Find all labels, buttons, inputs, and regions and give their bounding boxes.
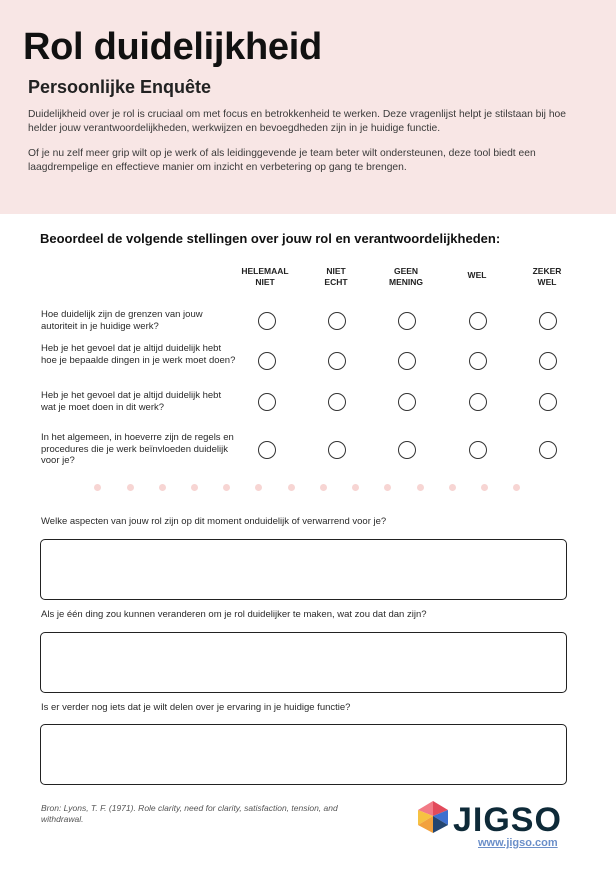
q2-option-geen-mening[interactable] [398,352,416,370]
q4-option-wel[interactable] [469,441,487,459]
intro-paragraph-1: Duidelijkheid over je rol is cruciaal om met focus en betrokkenheid te werken. Deze vragenlijst helpt je stilstaan bij hoe helder jouw verantwoordelijkheden, werkwijzen en bevoegdheden zijn in je huidige functie. [28,109,566,134]
q2-option-niet-echt[interactable] [328,352,346,370]
rating-question-2: Heb je het gevoel dat je altijd duidelijk hebt hoe je bepaalde dingen in je werk moet doen? [41,343,236,366]
source-citation: Bron: Lyons, T. F. (1971). Role clarity, need for clarity, satisfaction, tension, and withdrawal. [41,803,338,824]
divider-dot [159,484,166,491]
q1-option-wel[interactable] [469,312,487,330]
website-link[interactable]: www.jigso.com [478,837,558,849]
jigsaw-logo-icon [418,801,448,833]
rating-question-3: Heb je het gevoel dat je altijd duidelijk hebt wat je moet doen in dit werk? [41,390,222,413]
q2-option-zeker-wel[interactable] [539,352,557,370]
divider-dot [352,484,359,491]
page-subtitle: Persoonlijke Enquête [28,77,212,97]
q3-option-wel[interactable] [469,393,487,411]
q3-option-zeker-wel[interactable] [539,393,557,411]
divider-dot [223,484,230,491]
logo-wordmark: JIGSO [453,801,562,834]
scale-header-niet-echt: NIET ECHT [324,266,348,287]
divider-dot [127,484,134,491]
divider-dot [191,484,198,491]
rating-question-1: Hoe duidelijk zijn de grenzen van jouw autoriteit in je huidige werk? [41,309,203,332]
open-question-3-field[interactable] [40,724,567,785]
jigso-logo [417,800,567,834]
dotted-divider [92,484,532,494]
open-question-3-label: Is er verder nog iets dat je wilt delen over je ervaring in je huidige functie? [41,702,351,713]
open-question-1-field[interactable] [40,539,567,600]
open-question-1-label: Welke aspecten van jouw rol zijn op dit moment onduidelijk of verwarrend voor je? [41,516,387,527]
divider-dot [513,484,520,491]
scale-header-wel: WEL [467,270,487,280]
scale-header-zeker-wel: ZEKER WEL [532,266,562,287]
divider-dot [320,484,327,491]
q4-option-geen-mening[interactable] [398,441,416,459]
scale-header-geen-mening: GEEN MENING [389,266,423,287]
q3-option-geen-mening[interactable] [398,393,416,411]
open-question-2-field[interactable] [40,632,567,693]
rating-question-4: In het algemeen, in hoeverre zijn de regels en procedures die je werk beïnvloeden duidelijk voor je? [41,432,234,466]
q2-option-wel[interactable] [469,352,487,370]
q4-option-helemaal-niet[interactable] [258,441,276,459]
intro-paragraph-2: Of je nu zelf meer grip wilt op je werk of als leidinggevende je team beter wilt ondersteunen, deze tool biedt een laagdrempelige en effectieve manier om inzicht en verbetering op gang te brengen. [28,148,536,173]
q4-option-zeker-wel[interactable] [539,441,557,459]
open-question-2-label: Als je één ding zou kunnen veranderen om je rol duidelijker te maken, wat zou dat dan zijn? [41,609,427,620]
q1-option-zeker-wel[interactable] [539,312,557,330]
page-title: Rol duidelijkheid [23,26,322,68]
q1-option-geen-mening[interactable] [398,312,416,330]
q3-option-niet-echt[interactable] [328,393,346,411]
q3-option-helemaal-niet[interactable] [258,393,276,411]
divider-dot [94,484,101,491]
divider-dot [449,484,456,491]
q4-option-niet-echt[interactable] [328,441,346,459]
divider-dot [384,484,391,491]
q1-option-niet-echt[interactable] [328,312,346,330]
q1-option-helemaal-niet[interactable] [258,312,276,330]
divider-dot [417,484,424,491]
divider-dot [481,484,488,491]
divider-dot [288,484,295,491]
rating-section-heading: Beoordeel de volgende stellingen over jouw rol en verantwoordelijkheden: [40,231,501,246]
q2-option-helemaal-niet[interactable] [258,352,276,370]
header-band [0,0,616,214]
scale-header-helemaal-niet: HELEMAAL NIET [241,266,289,287]
divider-dot [255,484,262,491]
